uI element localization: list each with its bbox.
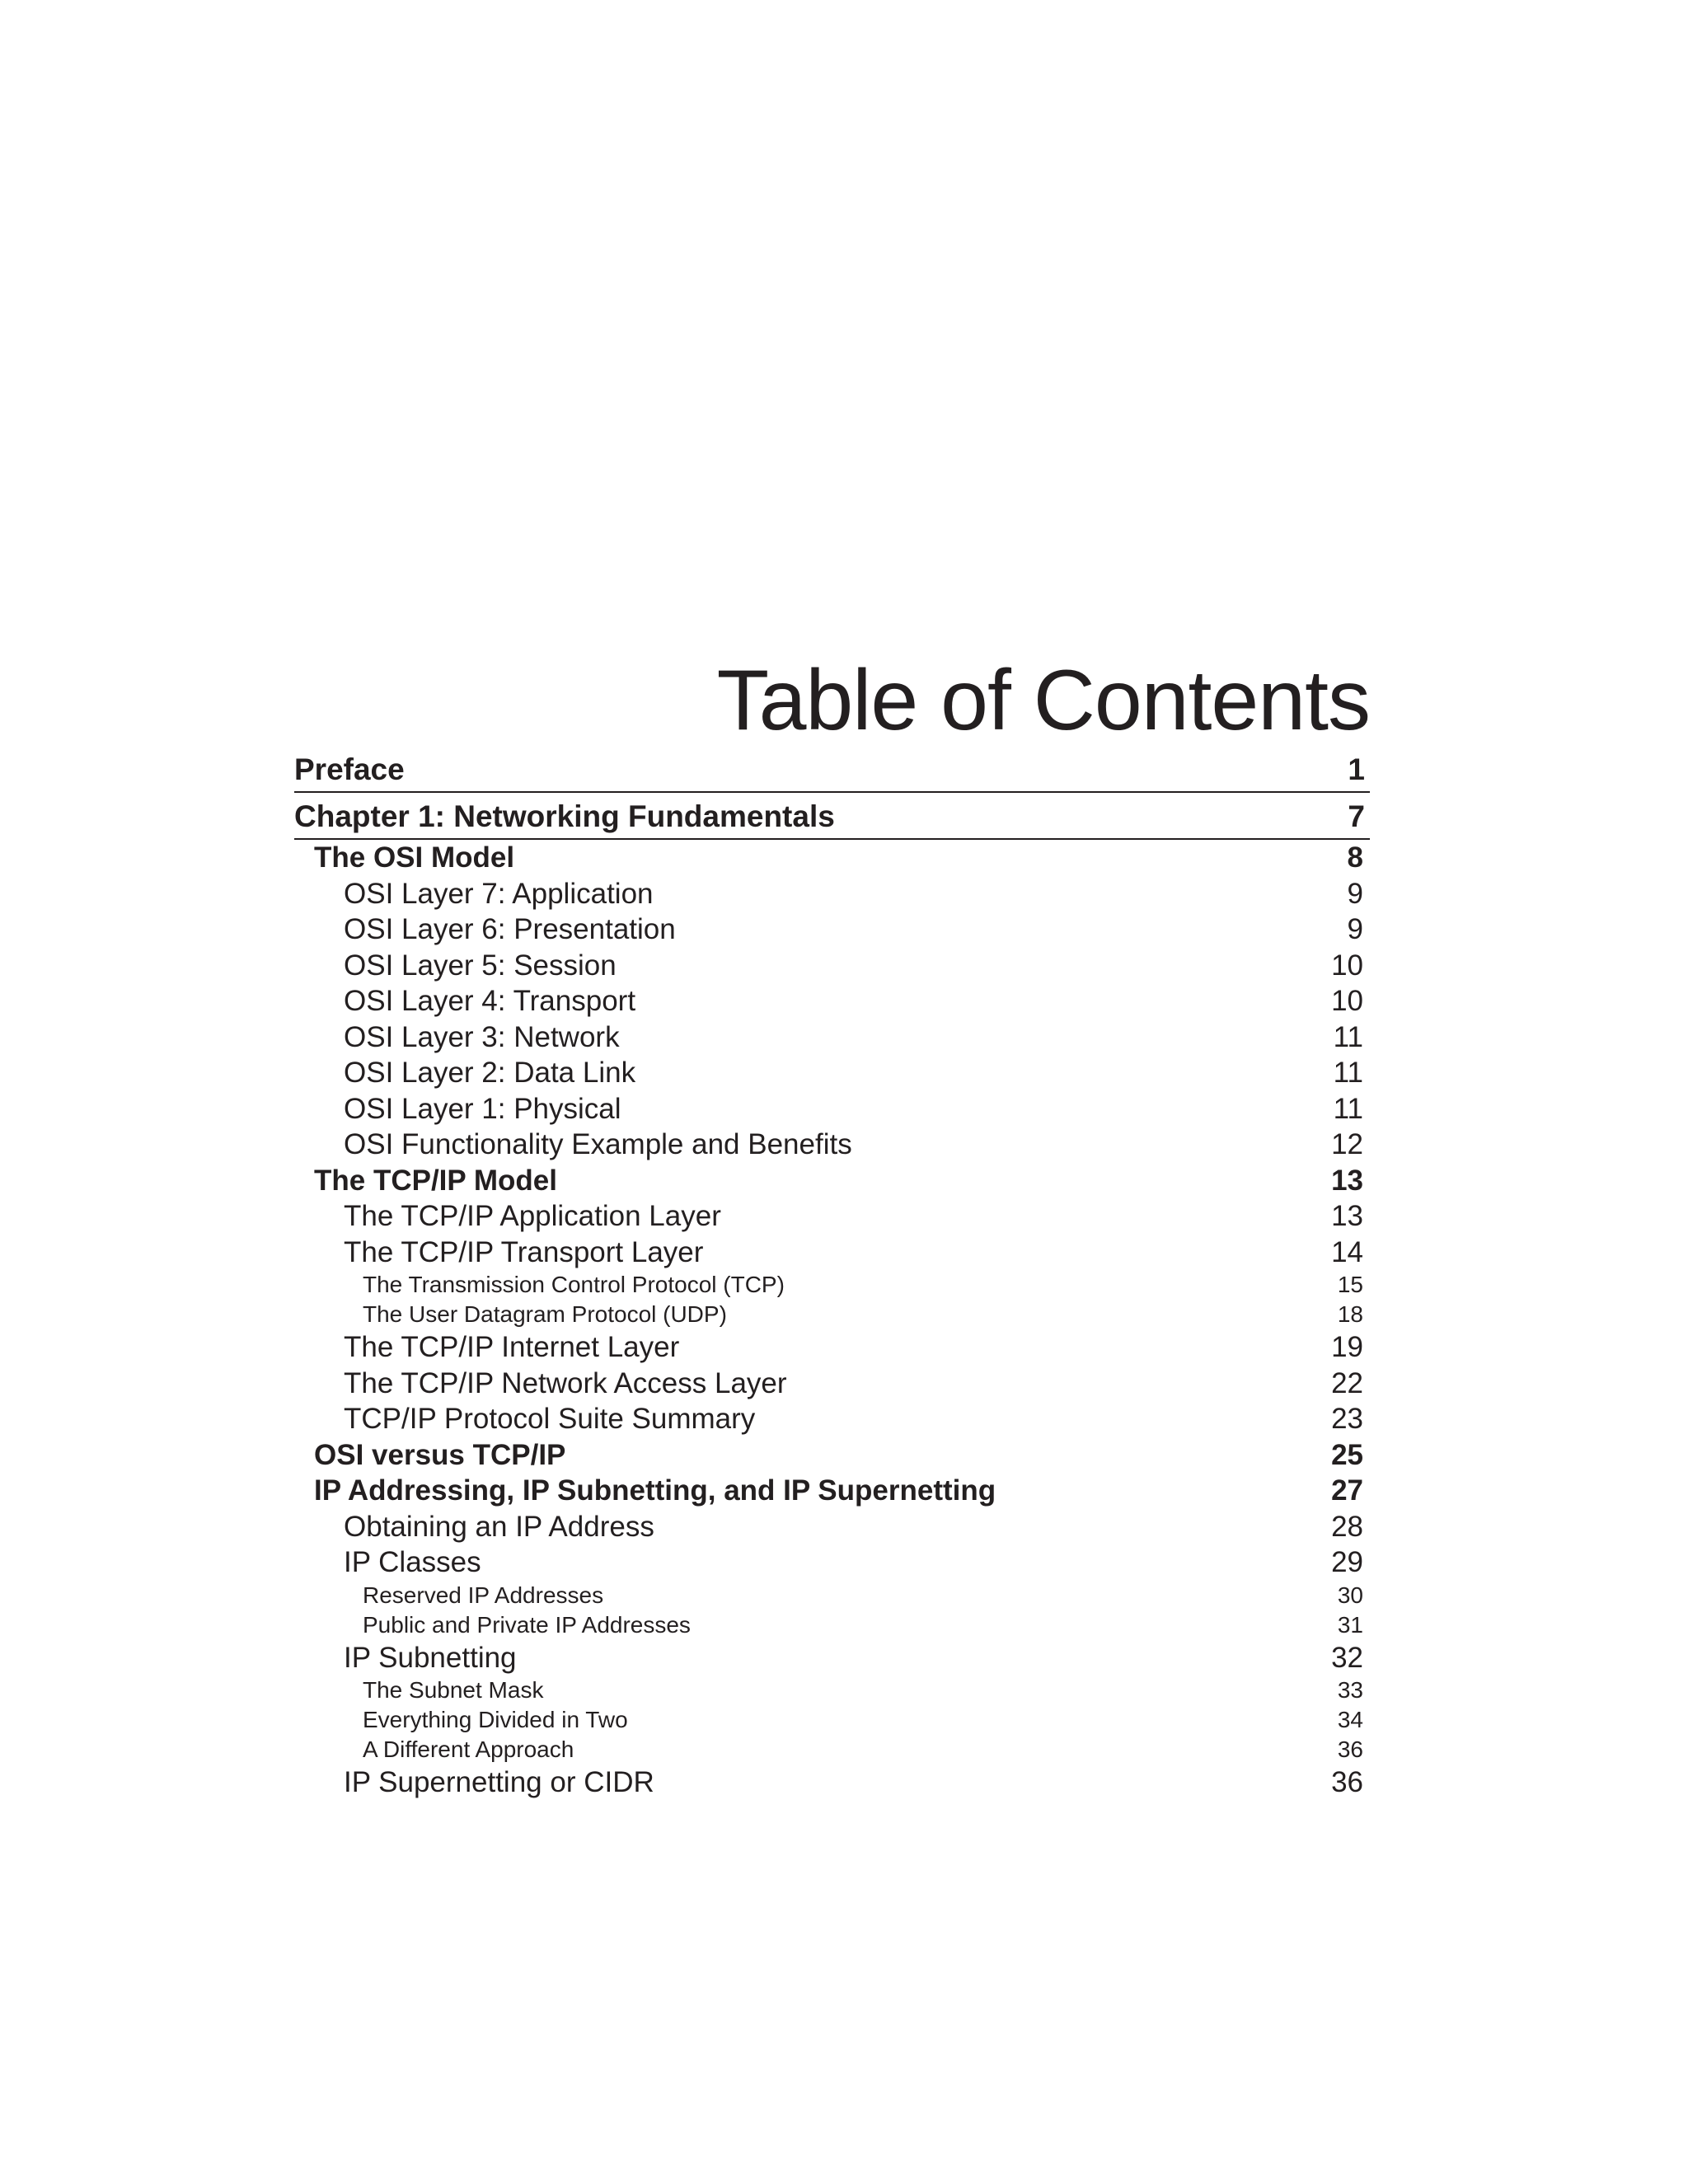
toc-entry-page-number: 33 — [1337, 1677, 1363, 1703]
toc-entry-page-number: 23 — [1331, 1403, 1363, 1435]
toc-entry-title: OSI Layer 1: Physical — [344, 1092, 621, 1125]
toc-entry[interactable] — [294, 1509, 1370, 1545]
toc-entry-title: IP Addressing, IP Subnetting, and IP Supernetting — [314, 1474, 996, 1507]
toc-entry[interactable] — [294, 1437, 1370, 1474]
toc-entry-title: IP Supernetting or CIDR — [344, 1766, 654, 1798]
toc-entry-page-number: 8 — [1347, 841, 1363, 874]
toc-entry-title: IP Subnetting — [344, 1641, 517, 1674]
toc-entry[interactable] — [294, 1735, 1370, 1765]
toc-entry-title: OSI versus TCP/IP — [314, 1438, 566, 1471]
toc-entry-page-number: 12 — [1331, 1128, 1363, 1160]
toc-entry[interactable] — [294, 1610, 1370, 1640]
toc-entry[interactable] — [294, 1163, 1370, 1199]
toc-entry[interactable] — [294, 948, 1370, 984]
toc-entry-page-number: 7 — [1348, 799, 1365, 833]
toc-entry[interactable] — [294, 1055, 1370, 1091]
toc-entry[interactable] — [294, 1091, 1370, 1127]
toc-entry-page-number: 30 — [1337, 1582, 1363, 1608]
toc-entry-title: The Transmission Control Protocol (TCP) — [363, 1272, 785, 1297]
toc-entry-title: The TCP/IP Model — [314, 1164, 557, 1197]
toc-entry[interactable] — [294, 1675, 1370, 1705]
toc-entry[interactable] — [294, 840, 1370, 876]
toc-entry-title: OSI Functionality Example and Benefits — [344, 1128, 852, 1160]
toc-entry-title: IP Classes — [344, 1546, 481, 1578]
toc-entry-title: OSI Layer 7: Application — [344, 877, 654, 910]
toc-entry-page-number: 31 — [1337, 1611, 1363, 1638]
toc-entry[interactable] — [294, 1581, 1370, 1610]
toc-entry-title: Public and Private IP Addresses — [363, 1611, 691, 1638]
toc-entry[interactable] — [294, 1544, 1370, 1581]
toc-entry-page-number: 10 — [1331, 985, 1363, 1017]
toc-entry-page-number: 29 — [1331, 1546, 1363, 1578]
toc-entry-page-number: 34 — [1337, 1707, 1363, 1732]
toc-entry[interactable] — [294, 793, 1370, 840]
toc-entry-title: OSI Layer 5: Session — [344, 949, 617, 982]
toc-entry[interactable] — [294, 1765, 1370, 1801]
toc-entry-title: The TCP/IP Application Layer — [344, 1200, 721, 1232]
toc-entry-page-number: 36 — [1331, 1766, 1363, 1798]
toc-entry-page-number: 11 — [1333, 1020, 1363, 1053]
toc-entry-page-number: 11 — [1333, 1057, 1363, 1089]
toc-entry[interactable] — [294, 1640, 1370, 1676]
toc-entry-page-number: 1 — [1348, 752, 1365, 786]
toc-entry[interactable] — [294, 1366, 1370, 1402]
toc-entry[interactable] — [294, 1235, 1370, 1271]
toc-entry[interactable] — [294, 1473, 1370, 1509]
toc-entry-page-number: 28 — [1331, 1510, 1363, 1543]
toc-entry-title: The Subnet Mask — [363, 1677, 544, 1703]
toc-entry-page-number: 9 — [1347, 913, 1363, 945]
toc-entry-page-number: 10 — [1331, 949, 1363, 982]
toc-entry-page-number: 22 — [1331, 1366, 1363, 1399]
toc-entry-page-number: 9 — [1347, 877, 1363, 910]
toc-entry-page-number: 14 — [1331, 1235, 1363, 1268]
toc-entry[interactable] — [294, 1019, 1370, 1056]
toc-entry-title: The TCP/IP Internet Layer — [344, 1331, 680, 1363]
toc-entry-title: Preface — [294, 752, 405, 786]
toc-entry[interactable] — [294, 876, 1370, 912]
toc-entry-title: A Different Approach — [363, 1736, 574, 1762]
toc-entry[interactable] — [294, 1198, 1370, 1235]
toc-entry-title: Reserved IP Addresses — [363, 1582, 604, 1608]
toc-entry[interactable] — [294, 1329, 1370, 1366]
toc-entry-page-number: 25 — [1331, 1438, 1363, 1471]
toc-entry-page-number: 19 — [1331, 1331, 1363, 1363]
toc-entry-title: TCP/IP Protocol Suite Summary — [344, 1403, 756, 1435]
toc-entry-page-number: 18 — [1337, 1301, 1363, 1327]
toc-entry-title: Obtaining an IP Address — [344, 1510, 654, 1543]
page-title: Table of Contents — [716, 652, 1370, 748]
toc-entry-title: OSI Layer 4: Transport — [344, 985, 636, 1017]
toc-entry-title: The OSI Model — [314, 841, 515, 874]
toc-entry-title: The TCP/IP Network Access Layer — [344, 1366, 787, 1399]
toc-entry-title: OSI Layer 3: Network — [344, 1020, 620, 1053]
toc-entry[interactable] — [294, 912, 1370, 948]
toc-entry-page-number: 13 — [1331, 1200, 1363, 1232]
toc-entry[interactable] — [294, 1270, 1370, 1300]
toc-entry[interactable] — [294, 1705, 1370, 1735]
toc-entry[interactable] — [294, 983, 1370, 1019]
toc-entry-title: The TCP/IP Transport Layer — [344, 1235, 704, 1268]
toc-entry-page-number: 27 — [1331, 1474, 1363, 1507]
toc-entry-title: Everything Divided in Two — [363, 1707, 628, 1732]
toc-entry-page-number: 13 — [1331, 1164, 1363, 1197]
toc-entry-title: The User Datagram Protocol (UDP) — [363, 1301, 727, 1327]
toc-entry-page-number: 36 — [1337, 1736, 1363, 1762]
toc-entry[interactable] — [294, 1401, 1370, 1437]
toc-entry[interactable] — [294, 746, 1370, 793]
toc-entry-title: Chapter 1: Networking Fundamentals — [294, 799, 835, 833]
toc-entry[interactable] — [294, 1127, 1370, 1163]
toc-entry[interactable] — [294, 1300, 1370, 1329]
toc-entry-title: OSI Layer 6: Presentation — [344, 913, 676, 945]
toc-entry-page-number: 32 — [1331, 1641, 1363, 1674]
table-of-contents — [294, 746, 1370, 1801]
toc-entry-page-number: 15 — [1337, 1272, 1363, 1297]
toc-entry-page-number: 11 — [1333, 1092, 1363, 1125]
toc-entry-title: OSI Layer 2: Data Link — [344, 1057, 636, 1089]
